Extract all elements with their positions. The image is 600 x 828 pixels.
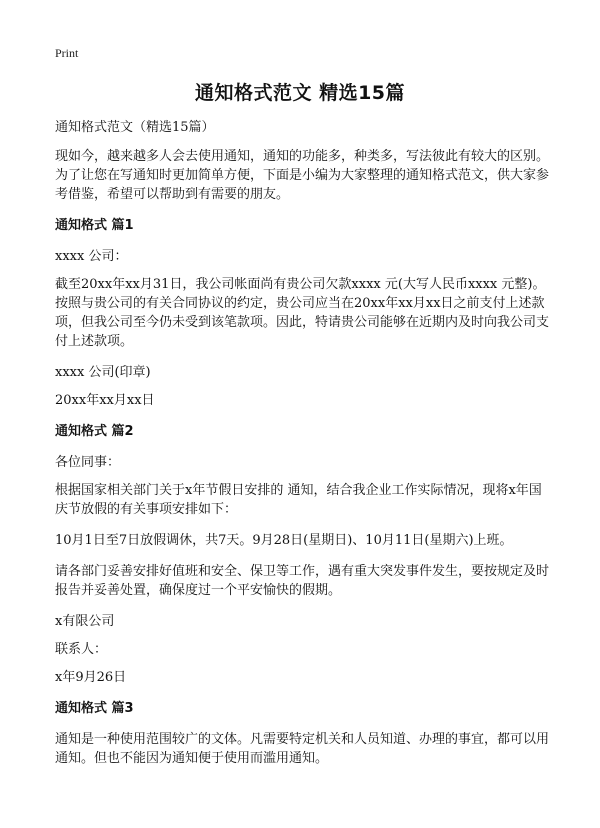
section-paragraph: xxxx 公司(印章) bbox=[55, 365, 151, 380]
section-paragraph: 根据国家相关部门关于x年节假日安排的 通知，结合我企业工作实际情况，现将x年国庆节放假的有关事项安排如下： bbox=[55, 483, 542, 517]
section-paragraph: 截至20xx年xx月31日，我公司帐面尚有贵公司欠款xxxx 元(大写人民币xxxx 元整)。按照与贵公司的有关合同协议的约定，贵公司应当在20xx年xx月xx日之前支付上述款项，但我公司至今仍未受到该笔款项。因此，特请贵公司能够在近期内及时向我公司支付上述款项。 bbox=[55, 277, 550, 349]
document-title: 通知格式范文 精选15篇 bbox=[194, 82, 406, 104]
section-paragraph: x年9月26日 bbox=[55, 670, 127, 685]
section-heading: 通知格式 篇1 bbox=[55, 218, 134, 233]
document-body bbox=[55, 118, 550, 780]
section-1 bbox=[55, 216, 550, 410]
section-paragraph: 各位同事： bbox=[55, 455, 121, 470]
section-paragraph: 20xx年xx月xx日 bbox=[55, 393, 155, 408]
document-subtitle: 通知格式范文（精选15篇） bbox=[55, 120, 215, 135]
section-paragraph: 请各部门妥善安排好值班和安全、保卫等工作，遇有重大突发事件发生，要按规定及时报告并妥善处置，确保度过一个平安愉快的假期。 bbox=[55, 564, 550, 598]
section-heading: 通知格式 篇3 bbox=[55, 701, 134, 716]
section-paragraph: x有限公司 bbox=[55, 614, 115, 629]
section-3 bbox=[55, 699, 550, 768]
section-paragraph: 10月1日至7日放假调休，共7天。9月28日(星期日)、10月11日(星期六)上班。 bbox=[55, 533, 513, 548]
section-paragraph: 通知是一种使用范围较广的文体。凡需要特定机关和人员知道、办理的事宜，都可以用通知。但也不能因为通知便于使用而滥用通知。 bbox=[55, 732, 550, 766]
section-paragraph: xxxx 公司： bbox=[55, 249, 128, 264]
intro-paragraph: 现如今，越来越多人会去使用通知，通知的功能多，种类多，写法彼此有较大的区别。为了让您在写通知时更加简单方便，下面是小编为大家整理的通知格式范文，供大家参考借鉴，希望可以帮助到有需要的朋友。 bbox=[55, 149, 550, 202]
section-paragraph: 联系人： bbox=[55, 642, 108, 657]
section-2 bbox=[55, 422, 550, 687]
section-heading: 通知格式 篇2 bbox=[55, 424, 134, 439]
print-label: Print bbox=[55, 46, 79, 60]
